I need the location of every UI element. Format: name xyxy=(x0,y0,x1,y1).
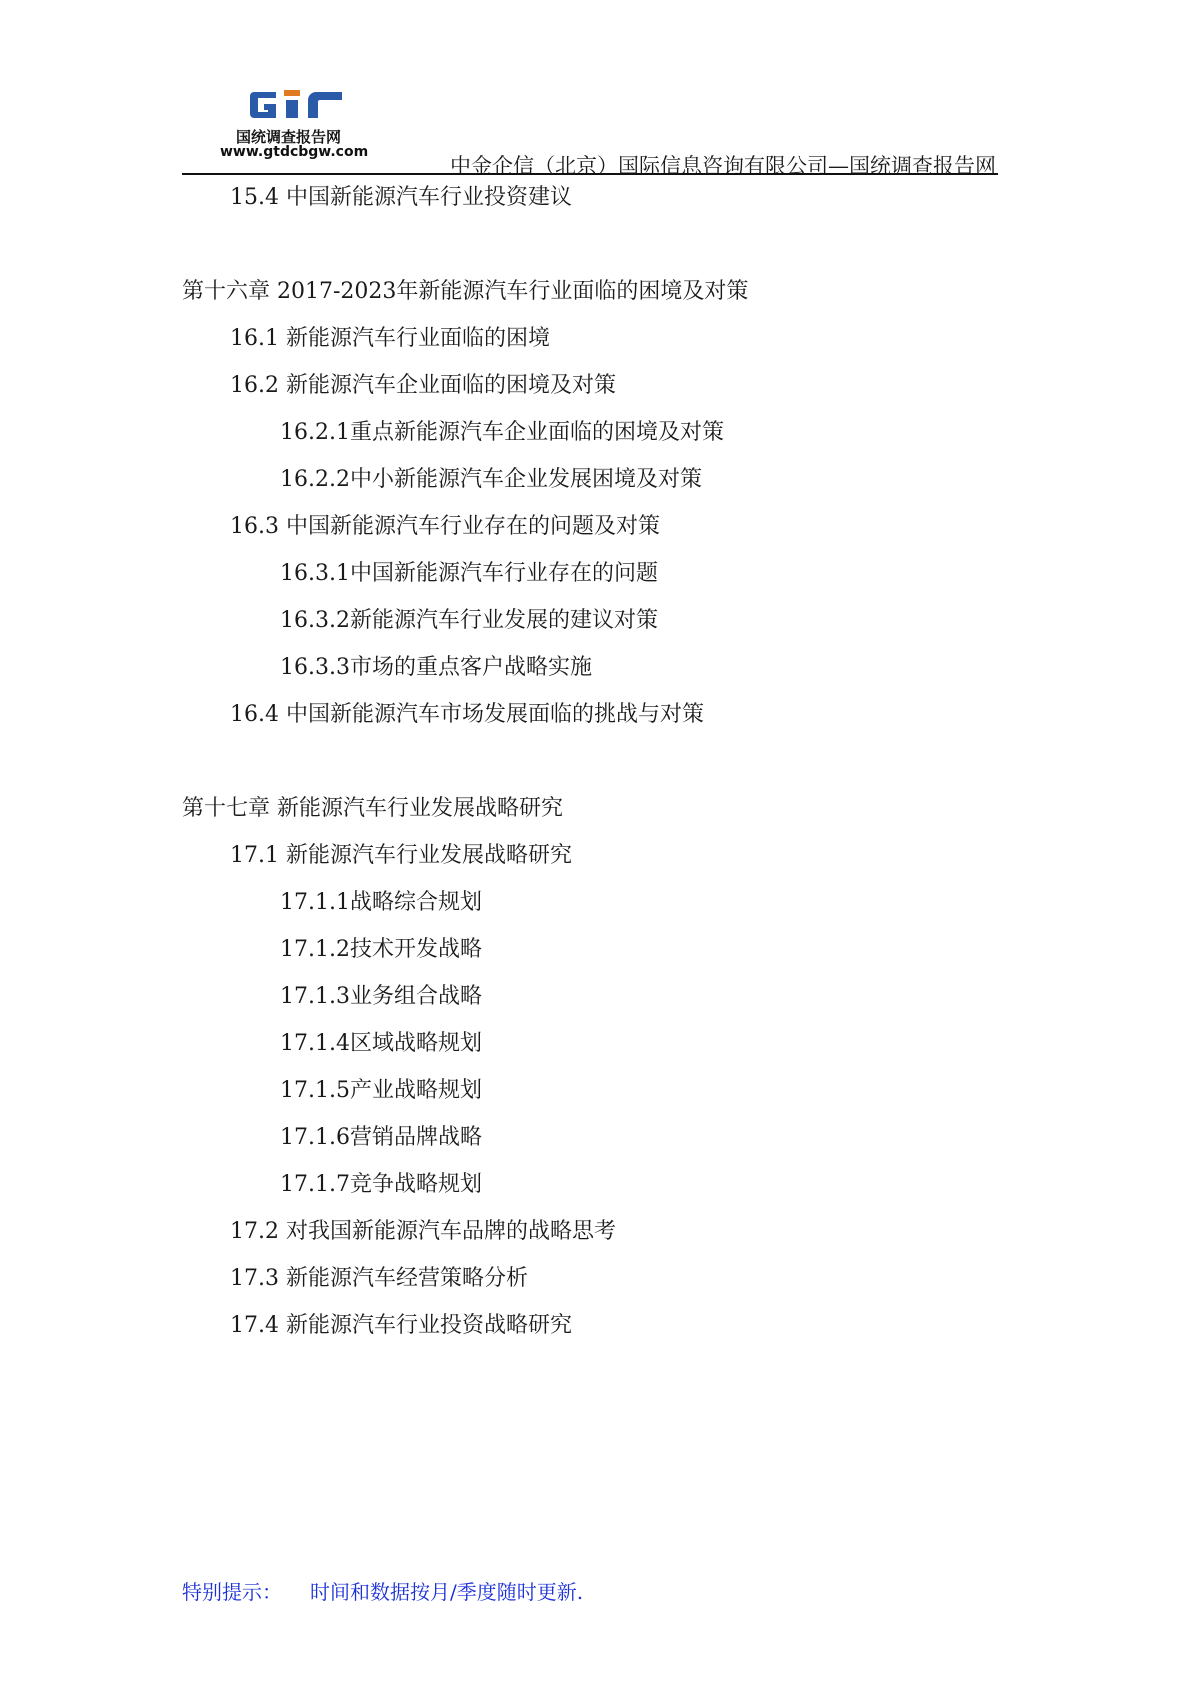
toc-subsection: 17.1.5产业战略规划 xyxy=(280,1078,482,1103)
footer-label: 特别提示： xyxy=(182,1580,282,1604)
toc-subsection: 16.3.3市场的重点客户战略实施 xyxy=(280,655,592,680)
toc-section: 17.4 新能源汽车行业投资战略研究 xyxy=(230,1313,572,1338)
header-divider xyxy=(182,173,998,175)
toc-chapter: 第十六章 2017-2023年新能源汽车行业面临的困境及对策 xyxy=(182,279,749,304)
logo-chinese-name: 国统调查报告网 xyxy=(236,128,342,146)
footer-note xyxy=(182,1576,583,1605)
toc-section: 16.2 新能源汽车企业面临的困境及对策 xyxy=(230,373,616,398)
logo-website: www.gtdcbgw.com xyxy=(220,144,369,160)
toc-section: 16.4 中国新能源汽车市场发展面临的挑战与对策 xyxy=(230,702,704,727)
toc-subsection: 17.1.4区域战略规划 xyxy=(280,1031,482,1056)
toc-section: 17.3 新能源汽车经营策略分析 xyxy=(230,1266,528,1291)
toc-section: 17.2 对我国新能源汽车品牌的战略思考 xyxy=(230,1219,616,1244)
toc-subsection: 17.1.1战略综合规划 xyxy=(280,890,482,915)
toc-section: 16.3 中国新能源汽车行业存在的问题及对策 xyxy=(230,514,660,539)
toc-subsection: 16.2.2中小新能源汽车企业发展困境及对策 xyxy=(280,467,702,492)
toc-subsection: 16.2.1重点新能源汽车企业面临的困境及对策 xyxy=(280,420,724,445)
toc-subsection: 16.3.2新能源汽车行业发展的建议对策 xyxy=(280,608,658,633)
company-logo xyxy=(218,86,378,160)
toc-subsection: 17.1.6营销品牌战略 xyxy=(280,1125,482,1150)
toc-section: 15.4 中国新能源汽车行业投资建议 xyxy=(230,185,572,210)
toc-subsection: 16.3.1中国新能源汽车行业存在的问题 xyxy=(280,561,658,586)
toc-section: 17.1 新能源汽车行业发展战略研究 xyxy=(230,843,572,868)
toc-subsection: 17.1.7竞争战略规划 xyxy=(280,1172,482,1197)
company-name: 中金企信（北京）国际信息咨询有限公司—国统调查报告网 xyxy=(450,154,996,178)
toc-subsection: 17.1.2技术开发战略 xyxy=(280,937,482,962)
toc-subsection: 17.1.3业务组合战略 xyxy=(280,984,482,1009)
toc-section: 16.1 新能源汽车行业面临的困境 xyxy=(230,326,550,351)
gir-logo-icon xyxy=(246,86,356,126)
toc-chapter: 第十七章 新能源汽车行业发展战略研究 xyxy=(182,796,563,821)
footer-text: 时间和数据按月/季度随时更新. xyxy=(310,1580,584,1604)
